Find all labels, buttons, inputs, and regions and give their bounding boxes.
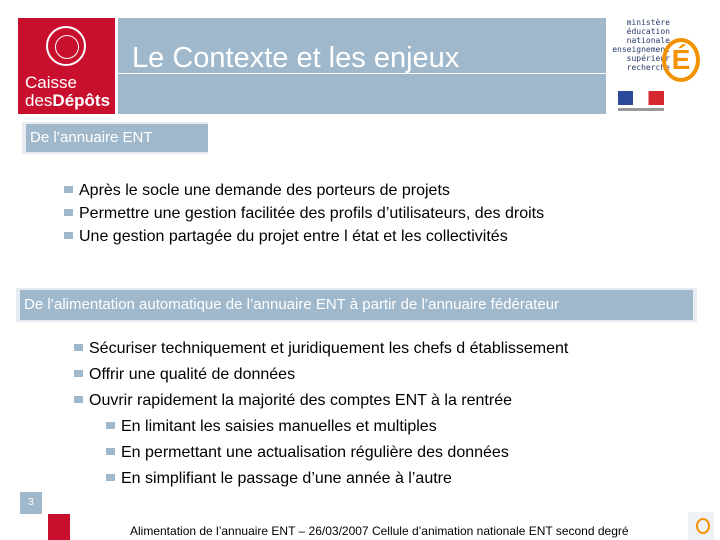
republic-flag-icon — [618, 91, 664, 105]
sub-list-item: En simplifiant le passage d’une année à l’autre — [106, 470, 452, 488]
sub-list-item: En limitant les saisies manuelles et multiples — [106, 418, 437, 436]
square-bullet-icon — [106, 474, 115, 481]
title-bar — [118, 18, 606, 114]
square-bullet-icon — [74, 344, 83, 351]
seal-icon — [46, 26, 86, 66]
logo-line2: desDépôts — [25, 91, 111, 110]
square-bullet-icon — [64, 232, 73, 239]
list-item: Offrir une qualité de données — [74, 366, 295, 384]
square-bullet-icon — [64, 209, 73, 216]
flag-caption-line — [618, 108, 664, 111]
ministere-words: ministère éducation nationale enseignement supérieur recherche — [612, 18, 670, 72]
section2-heading: De l’alimentation automatique de l’annuaire ENT à partir de l’annuaire fédérateur — [20, 290, 693, 320]
sub-list-item: En permettant une actualisation régulière des données — [106, 444, 509, 462]
list-item: Permettre une gestion facilitée des profils d’utilisateurs, des droits — [64, 205, 544, 223]
page-number: 3 — [20, 492, 42, 514]
list-item: Ouvrir rapidement la majorité des comptes ENT à la rentrée — [74, 392, 512, 410]
square-bullet-icon — [106, 448, 115, 455]
footer-cdc-logo — [48, 514, 70, 540]
footer-text: Alimentation de l’annuaire ENT – 26/03/2007 Cellule d’animation nationale ENT second degré — [130, 524, 629, 538]
page-title: Le Contexte et les enjeux — [132, 42, 460, 74]
list-item: Sécuriser techniquement et juridiquement les chefs d établissement — [74, 340, 568, 358]
list-item: Une gestion partagée du projet entre l état et les collectivités — [64, 228, 508, 246]
square-bullet-icon — [106, 422, 115, 429]
ministere-logo — [606, 18, 702, 118]
square-bullet-icon — [74, 396, 83, 403]
footer-ministere-logo — [688, 512, 714, 540]
section1-heading: De l’annuaire ENT — [26, 124, 208, 152]
caisse-des-depots-logo — [18, 18, 115, 114]
list-item: Après le socle une demande des porteurs de projets — [64, 182, 450, 200]
square-bullet-icon — [74, 370, 83, 377]
logo-line1: Caisse — [25, 73, 77, 92]
e-emblem-icon — [696, 518, 710, 534]
square-bullet-icon — [64, 186, 73, 193]
e-emblem-icon: É — [662, 38, 700, 82]
